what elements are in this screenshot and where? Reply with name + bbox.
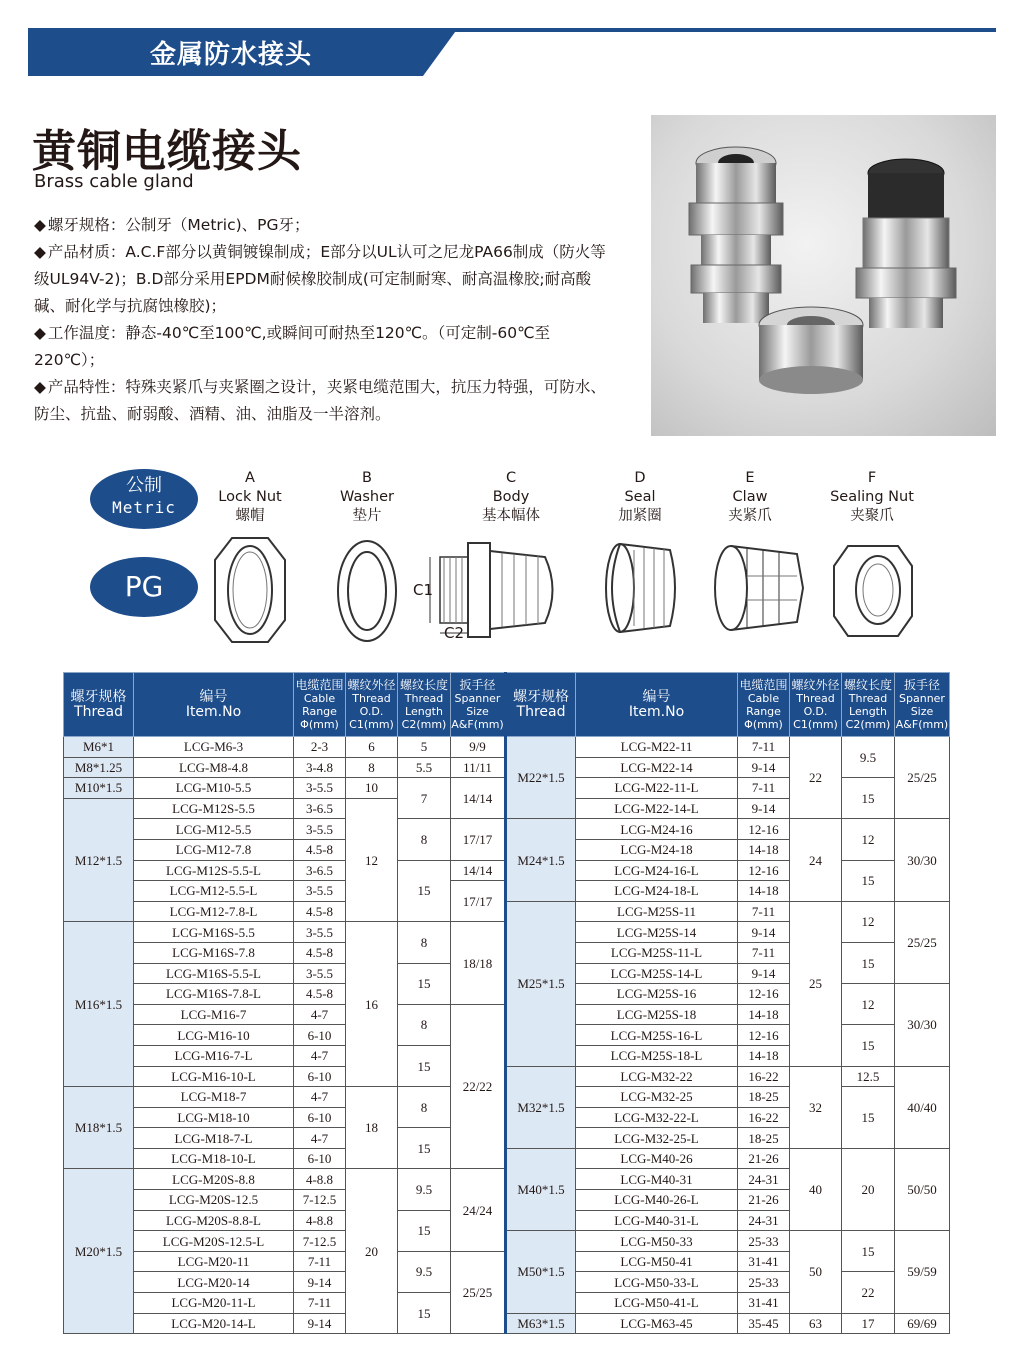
cable-range-cell: 9-14 — [294, 1313, 346, 1334]
gland-left — [689, 147, 783, 323]
item-no-cell: LCG-M25S-11-L — [576, 942, 738, 963]
item-no-cell: LCG-M22-14 — [576, 757, 738, 778]
item-no-cell: LCG-M12S-5.5-L — [134, 860, 294, 881]
item-no-cell: LCG-M22-11 — [576, 737, 738, 758]
spanner-size-cell: 25/25 — [895, 901, 950, 983]
spanner-size-cell: 24/24 — [451, 1169, 506, 1251]
thread-od-cell: 24 — [790, 819, 842, 901]
thread-length-cell: 9.5 — [398, 1251, 451, 1292]
item-no-cell: LCG-M63-45 — [576, 1313, 738, 1334]
cable-range-cell: 18-25 — [738, 1087, 790, 1108]
col-range: 电缆范围 Cable Range Φ(mm) — [294, 673, 346, 737]
thread-cell: M20*1.5 — [64, 1169, 134, 1334]
spanner-size-cell: 22/22 — [451, 1004, 506, 1169]
spanner-size-cell: 18/18 — [451, 922, 506, 1004]
item-no-cell: LCG-M50-41-L — [576, 1293, 738, 1314]
item-no-cell: LCG-M25S-14-L — [576, 963, 738, 984]
spanner-size-cell: 17/17 — [451, 819, 506, 860]
item-no-cell: LCG-M32-22 — [576, 1066, 738, 1087]
c1-dimension-label: C1 — [413, 581, 434, 599]
cable-range-cell: 3-5.5 — [294, 778, 346, 799]
thread-od-cell: 50 — [790, 1231, 842, 1313]
cable-range-cell: 35-45 — [738, 1313, 790, 1334]
diamond-bullet-icon: ◆ — [34, 243, 46, 261]
item-no-cell: LCG-M16-7 — [134, 1004, 294, 1025]
cable-range-cell: 7-11 — [738, 901, 790, 922]
cable-range-cell: 14-18 — [738, 1004, 790, 1025]
item-no-cell: LCG-M16S-7.8-L — [134, 984, 294, 1005]
item-no-cell: LCG-M40-26-L — [576, 1190, 738, 1211]
thread-od-cell: 6 — [346, 737, 398, 758]
col-thread: 螺牙规格 Thread — [64, 673, 134, 737]
banner-title: 金属防水接头 — [150, 40, 313, 70]
thread-cell: M50*1.5 — [506, 1231, 576, 1313]
item-no-cell: LCG-M6-3 — [134, 737, 294, 758]
item-no-cell: LCG-M20-11-L — [134, 1293, 294, 1314]
spanner-size-cell: 50/50 — [895, 1148, 950, 1230]
thread-length-cell: 8 — [398, 1004, 451, 1045]
cable-range-cell: 14-18 — [738, 1045, 790, 1066]
gland-right — [856, 159, 956, 328]
c2-dimension-label: C2 — [444, 624, 465, 642]
spec-table — [63, 672, 950, 1334]
thread-cell: M24*1.5 — [506, 819, 576, 901]
thread-length-cell: 15 — [398, 1293, 451, 1334]
product-photo — [651, 115, 996, 436]
item-no-cell: LCG-M24-16-L — [576, 860, 738, 881]
table-row — [64, 1231, 950, 1252]
spanner-size-cell: 14/14 — [451, 860, 506, 881]
cable-range-cell: 7-11 — [294, 1293, 346, 1314]
item-no-cell: LCG-M24-18 — [576, 839, 738, 860]
thread-cell: M8*1.25 — [64, 757, 134, 778]
thread-od-cell: 20 — [346, 1169, 398, 1334]
col-thread: 螺牙规格 Thread — [506, 673, 576, 737]
cable-range-cell: 31-41 — [738, 1251, 790, 1272]
thread-length-cell: 15 — [398, 1128, 451, 1169]
cable-range-cell: 12-16 — [738, 984, 790, 1005]
part-a-label: A Lock Nut 螺帽 — [218, 470, 282, 524]
item-no-cell: LCG-M12-5.5-L — [134, 881, 294, 902]
cable-range-cell: 4-8.8 — [294, 1210, 346, 1231]
lock-nut-icon — [212, 535, 288, 645]
cable-range-cell: 9-14 — [738, 963, 790, 984]
item-no-cell: LCG-M24-18-L — [576, 881, 738, 902]
thread-cell: M40*1.5 — [506, 1148, 576, 1230]
metric-thread-badge — [90, 469, 198, 529]
cable-range-cell: 4-7 — [294, 1004, 346, 1025]
part-c-label: C Body 基本幅体 — [482, 470, 540, 524]
item-no-cell: LCG-M18-10 — [134, 1107, 294, 1128]
col-od: 螺纹外径 Thread O.D. C1(mm) — [346, 673, 398, 737]
cable-range-cell: 12-16 — [738, 860, 790, 881]
table-row — [64, 901, 950, 922]
item-no-cell: LCG-M25S-11 — [576, 901, 738, 922]
cable-range-cell: 7-11 — [738, 737, 790, 758]
cable-range-cell: 31-41 — [738, 1293, 790, 1314]
thread-length-cell: 5 — [398, 737, 451, 758]
item-no-cell: LCG-M12-5.5 — [134, 819, 294, 840]
cable-range-cell: 14-18 — [738, 839, 790, 860]
item-no-cell: LCG-M20S-12.5 — [134, 1190, 294, 1211]
spec-table-container — [63, 672, 954, 1334]
item-no-cell: LCG-M20S-8.8 — [134, 1169, 294, 1190]
item-no-cell: LCG-M22-11-L — [576, 778, 738, 799]
item-no-cell: LCG-M50-33 — [576, 1231, 738, 1252]
cable-range-cell: 7-11 — [738, 942, 790, 963]
item-no-cell: LCG-M16S-5.5-L — [134, 963, 294, 984]
claw-icon — [707, 540, 809, 636]
desc-item: ◆ 产品特性：特殊夹紧爪与夹紧圈之设计，夹紧电缆范围大，抗压力特强，可防水、防尘、抗盐、耐弱酸、酒精、油、油脂及一半溶剂。 — [34, 378, 606, 423]
thread-length-cell: 8 — [398, 922, 451, 963]
item-no-cell: LCG-M32-25 — [576, 1087, 738, 1108]
item-no-cell: LCG-M16S-5.5 — [134, 922, 294, 943]
thread-length-cell: 15 — [842, 1087, 895, 1149]
sealing-nut-icon — [832, 540, 914, 640]
cable-range-cell: 4.5-8 — [294, 839, 346, 860]
cable-range-cell: 3-4.8 — [294, 757, 346, 778]
thread-length-cell: 9.5 — [398, 1169, 451, 1210]
item-no-cell: LCG-M10-5.5 — [134, 778, 294, 799]
cable-range-cell: 3-5.5 — [294, 963, 346, 984]
thread-cell: M63*1.5 — [506, 1313, 576, 1334]
cable-range-cell: 6-10 — [294, 1025, 346, 1046]
item-no-cell: LCG-M40-31-L — [576, 1210, 738, 1231]
thread-cell: M6*1 — [64, 737, 134, 758]
page-title: 黄铜电缆接头 — [32, 126, 302, 177]
product-description — [34, 212, 610, 428]
spanner-size-cell: 25/25 — [895, 737, 950, 819]
cable-range-cell: 18-25 — [738, 1128, 790, 1149]
item-no-cell: LCG-M18-10-L — [134, 1148, 294, 1169]
page-subtitle: Brass cable gland — [34, 171, 194, 192]
cable-range-cell: 3-6.5 — [294, 798, 346, 819]
item-no-cell: LCG-M25S-14 — [576, 922, 738, 943]
item-no-cell: LCG-M16-7-L — [134, 1045, 294, 1066]
metric-cn-label: 公制 — [126, 475, 162, 496]
cable-range-cell: 16-22 — [738, 1066, 790, 1087]
cable-range-cell: 4-8.8 — [294, 1169, 346, 1190]
table-row — [64, 819, 950, 840]
thread-length-cell: 15 — [842, 860, 895, 901]
body-icon — [410, 535, 570, 645]
item-no-cell: LCG-M40-31 — [576, 1169, 738, 1190]
col-length: 螺纹长度 Thread Length C2(mm) — [842, 673, 895, 737]
thread-length-cell: 15 — [398, 1045, 451, 1086]
thread-cell: M25*1.5 — [506, 901, 576, 1066]
cable-range-cell: 21-26 — [738, 1148, 790, 1169]
col-spanner: 扳手径 Spanner Size A&F(mm) — [451, 673, 506, 737]
cable-range-cell: 7-11 — [738, 778, 790, 799]
spanner-size-cell: 17/17 — [451, 881, 506, 922]
item-no-cell: LCG-M16-10-L — [134, 1066, 294, 1087]
part-e-label: E Claw 夹紧爪 — [728, 470, 772, 524]
item-no-cell: LCG-M50-33-L — [576, 1272, 738, 1293]
item-no-cell: LCG-M20-14-L — [134, 1313, 294, 1334]
cable-range-cell: 9-14 — [738, 798, 790, 819]
item-no-cell: LCG-M24-16 — [576, 819, 738, 840]
thread-od-cell: 22 — [790, 737, 842, 819]
col-item: 编号 Item.No — [134, 673, 294, 737]
cable-range-cell: 7-12.5 — [294, 1231, 346, 1252]
spanner-size-cell: 14/14 — [451, 778, 506, 819]
item-no-cell: LCG-M22-14-L — [576, 798, 738, 819]
col-length: 螺纹长度 Thread Length C2(mm) — [398, 673, 451, 737]
thread-length-cell: 8 — [398, 819, 451, 860]
part-d-label: D Seal 加紧圈 — [618, 470, 662, 524]
desc-item: ◆ 产品材质：A.C.F部分以黄铜镀镍制成；E部分以UL认可之尼龙PA66制成（防火等级UL94V-2)；B.D部分采用EPDM耐候橡胶制成(可定制耐寒、耐高温橡胶;耐高酸碱、耐化学与抗腐蚀橡胶)； — [34, 243, 606, 315]
diamond-bullet-icon: ◆ — [34, 378, 46, 396]
thread-length-cell: 8 — [398, 1087, 451, 1128]
cable-range-cell: 25-33 — [738, 1231, 790, 1252]
cable-range-cell: 6-10 — [294, 1148, 346, 1169]
thread-cell: M22*1.5 — [506, 737, 576, 819]
seal-icon — [600, 540, 682, 636]
item-no-cell: LCG-M32-22-L — [576, 1107, 738, 1128]
desc-item: ◆ 工作温度：静态-40℃至100℃,或瞬间可耐热至120℃。（可定制-60℃至220℃）； — [34, 324, 551, 369]
table-row — [64, 1313, 950, 1334]
item-no-cell: LCG-M12-7.8 — [134, 839, 294, 860]
item-no-cell: LCG-M12-7.8-L — [134, 901, 294, 922]
thread-cell: M10*1.5 — [64, 778, 134, 799]
thread-length-cell: 5.5 — [398, 757, 451, 778]
item-no-cell: LCG-M18-7-L — [134, 1128, 294, 1149]
cable-range-cell: 21-26 — [738, 1190, 790, 1211]
table-row — [64, 1148, 950, 1169]
diamond-bullet-icon: ◆ — [34, 324, 46, 342]
spanner-size-cell: 30/30 — [895, 984, 950, 1066]
table-body — [64, 737, 950, 1334]
cable-range-cell: 4-7 — [294, 1128, 346, 1149]
thread-length-cell: 15 — [842, 942, 895, 983]
spanner-size-cell: 9/9 — [451, 737, 506, 758]
pg-thread-badge — [90, 557, 198, 617]
cable-range-cell: 3-5.5 — [294, 819, 346, 840]
table-header — [64, 673, 950, 737]
item-no-cell: LCG-M25S-18 — [576, 1004, 738, 1025]
cable-range-cell: 25-33 — [738, 1272, 790, 1293]
thread-length-cell: 15 — [842, 1025, 895, 1066]
item-no-cell: LCG-M25S-18-L — [576, 1045, 738, 1066]
item-no-cell: LCG-M12S-5.5 — [134, 798, 294, 819]
item-no-cell: LCG-M50-41 — [576, 1251, 738, 1272]
cable-range-cell: 6-10 — [294, 1066, 346, 1087]
thread-od-cell: 25 — [790, 901, 842, 1066]
cable-range-cell: 9-14 — [738, 922, 790, 943]
cable-range-cell: 4.5-8 — [294, 942, 346, 963]
cable-range-cell: 24-31 — [738, 1169, 790, 1190]
item-no-cell: LCG-M20S-8.8-L — [134, 1210, 294, 1231]
spanner-size-cell: 59/59 — [895, 1231, 950, 1313]
cable-range-cell: 4-7 — [294, 1087, 346, 1108]
thread-od-cell: 12 — [346, 798, 398, 922]
item-no-cell: LCG-M8-4.8 — [134, 757, 294, 778]
thread-cell: M18*1.5 — [64, 1087, 134, 1169]
spanner-size-cell: 30/30 — [895, 819, 950, 901]
col-od: 螺纹外径 Thread O.D. C1(mm) — [790, 673, 842, 737]
cable-range-cell: 12-16 — [738, 1025, 790, 1046]
thread-length-cell: 15 — [398, 860, 451, 922]
item-no-cell: LCG-M40-26 — [576, 1148, 738, 1169]
metric-en-label: Metric — [112, 498, 176, 517]
desc-item: ◆ 螺牙规格：公制牙（Metric)、PG牙； — [34, 216, 310, 234]
item-no-cell: LCG-M20S-12.5-L — [134, 1231, 294, 1252]
thread-length-cell: 17 — [842, 1313, 895, 1334]
item-no-cell: LCG-M16S-7.8 — [134, 942, 294, 963]
washer-icon — [335, 538, 399, 644]
item-no-cell: LCG-M16-10 — [134, 1025, 294, 1046]
thread-length-cell: 20 — [842, 1148, 895, 1230]
thread-length-cell: 22 — [842, 1272, 895, 1313]
cable-range-cell: 3-5.5 — [294, 881, 346, 902]
thread-length-cell: 15 — [398, 963, 451, 1004]
thread-length-cell: 12.5 — [842, 1066, 895, 1087]
part-b-label: B Washer 垫片 — [340, 470, 394, 524]
thread-od-cell: 32 — [790, 1066, 842, 1148]
cable-range-cell: 3-6.5 — [294, 860, 346, 881]
thread-od-cell: 40 — [790, 1148, 842, 1230]
thread-od-cell: 8 — [346, 757, 398, 778]
thread-length-cell: 15 — [398, 1210, 451, 1251]
item-no-cell: LCG-M20-14 — [134, 1272, 294, 1293]
thread-cell: M12*1.5 — [64, 798, 134, 922]
item-no-cell: LCG-M32-25-L — [576, 1128, 738, 1149]
cable-range-cell: 7-12.5 — [294, 1190, 346, 1211]
cable-range-cell: 4.5-8 — [294, 984, 346, 1005]
cable-range-cell: 3-5.5 — [294, 922, 346, 943]
cable-range-cell: 9-14 — [738, 757, 790, 778]
thread-length-cell: 15 — [842, 778, 895, 819]
thread-length-cell: 12 — [842, 984, 895, 1025]
part-f-label: F Sealing Nut 夹聚爪 — [830, 470, 914, 524]
col-range: 电缆范围 Cable Range Φ(mm) — [738, 673, 790, 737]
thread-od-cell: 10 — [346, 778, 398, 799]
diamond-bullet-icon: ◆ — [34, 216, 46, 234]
item-no-cell: LCG-M25S-16 — [576, 984, 738, 1005]
spanner-size-cell: 11/11 — [451, 757, 506, 778]
spanner-size-cell: 25/25 — [451, 1251, 506, 1333]
cable-range-cell: 16-22 — [738, 1107, 790, 1128]
cable-range-cell: 7-11 — [294, 1251, 346, 1272]
spanner-size-cell: 40/40 — [895, 1066, 950, 1148]
thread-cell: M16*1.5 — [64, 922, 134, 1087]
cable-range-cell: 4-7 — [294, 1045, 346, 1066]
thread-length-cell: 12 — [842, 819, 895, 860]
cable-range-cell: 14-18 — [738, 881, 790, 902]
cable-range-cell: 2-3 — [294, 737, 346, 758]
cable-range-cell: 24-31 — [738, 1210, 790, 1231]
cable-range-cell: 9-14 — [294, 1272, 346, 1293]
table-row — [64, 1066, 950, 1087]
thread-length-cell: 9.5 — [842, 737, 895, 778]
thread-length-cell: 7 — [398, 778, 451, 819]
thread-length-cell: 12 — [842, 901, 895, 942]
thread-od-cell: 16 — [346, 922, 398, 1087]
col-item: 编号 Item.No — [576, 673, 738, 737]
cable-range-cell: 6-10 — [294, 1107, 346, 1128]
table-row — [64, 737, 950, 758]
item-no-cell: LCG-M20-11 — [134, 1251, 294, 1272]
col-spanner: 扳手径 Spanner Size A&F(mm) — [895, 673, 950, 737]
nut-front — [759, 307, 863, 394]
cable-range-cell: 12-16 — [738, 819, 790, 840]
thread-length-cell: 15 — [842, 1231, 895, 1272]
spanner-size-cell: 69/69 — [895, 1313, 950, 1334]
thread-cell: M32*1.5 — [506, 1066, 576, 1148]
item-no-cell: LCG-M25S-16-L — [576, 1025, 738, 1046]
pg-label: PG — [124, 570, 164, 603]
cable-range-cell: 4.5-8 — [294, 901, 346, 922]
item-no-cell: LCG-M18-7 — [134, 1087, 294, 1108]
thread-od-cell: 18 — [346, 1087, 398, 1169]
thread-od-cell: 63 — [790, 1313, 842, 1334]
